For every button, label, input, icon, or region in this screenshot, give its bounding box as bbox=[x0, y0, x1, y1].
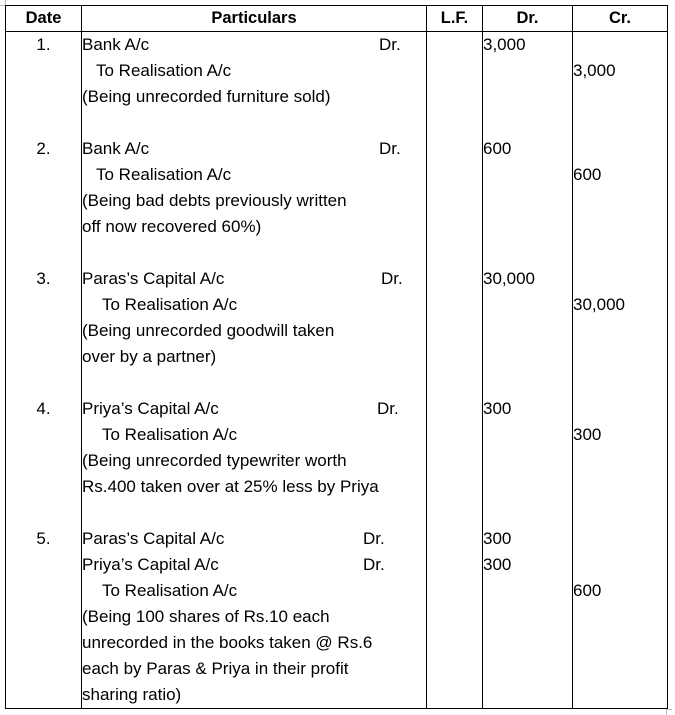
narration-line: off now recovered 60%) bbox=[82, 217, 262, 236]
debit-line bbox=[82, 526, 426, 552]
lf-cell bbox=[427, 136, 483, 266]
header-dr: Dr. bbox=[483, 6, 573, 32]
lf-cell bbox=[427, 32, 483, 137]
narration-line: (Being bad debts previously written bbox=[82, 191, 347, 210]
lf-cell bbox=[427, 266, 483, 396]
dr-mark: Dr. bbox=[379, 139, 401, 158]
debit-line bbox=[82, 136, 426, 162]
debit-line bbox=[82, 396, 426, 422]
entry-date: 2. bbox=[36, 139, 51, 158]
journal-table bbox=[5, 5, 668, 709]
dr-mark: Dr. bbox=[381, 269, 403, 288]
journal-entry bbox=[6, 32, 668, 137]
journal-entry bbox=[6, 266, 668, 396]
debit-amount: 300 bbox=[483, 555, 512, 574]
journal-entry bbox=[6, 136, 668, 266]
debit-line bbox=[82, 32, 426, 58]
debit-amount: 600 bbox=[483, 139, 512, 158]
dr-mark: Dr. bbox=[363, 555, 385, 574]
credit-amount: 3,000 bbox=[573, 61, 616, 80]
credit-account: To Realisation A/c bbox=[96, 61, 232, 80]
journal-entry bbox=[6, 396, 668, 526]
debit-amount: 3,000 bbox=[483, 35, 526, 54]
narration-line: (Being unrecorded typewriter worth bbox=[82, 451, 347, 470]
debit-amount: 300 bbox=[483, 529, 512, 548]
debit-line bbox=[82, 266, 426, 292]
credit-amount: 600 bbox=[573, 581, 602, 600]
header-row bbox=[6, 6, 668, 32]
dr-mark: Dr. bbox=[377, 399, 399, 418]
page-corner-mark bbox=[666, 709, 672, 715]
entry-date: 4. bbox=[36, 399, 51, 418]
credit-amount: 600 bbox=[573, 165, 602, 184]
debit-account: Paras’s Capital A/c bbox=[82, 269, 225, 288]
lf-cell bbox=[427, 396, 483, 526]
narration-line: (Being unrecorded furniture sold) bbox=[82, 87, 331, 106]
debit-account: Bank A/c bbox=[82, 35, 150, 54]
header-date: Date bbox=[6, 6, 82, 32]
credit-account: To Realisation A/c bbox=[102, 581, 238, 600]
credit-amount: 30,000 bbox=[573, 295, 625, 314]
dr-mark: Dr. bbox=[379, 35, 401, 54]
header-cr: Cr. bbox=[573, 6, 668, 32]
narration-line: over by a partner) bbox=[82, 347, 217, 366]
header-lf: L.F. bbox=[427, 6, 483, 32]
lf-cell bbox=[427, 526, 483, 709]
entry-date: 5. bbox=[36, 529, 51, 548]
narration-line: each by Paras & Priya in their profit bbox=[82, 659, 349, 678]
narration-line: unrecorded in the books taken @ Rs.6 bbox=[82, 633, 373, 652]
debit-amount: 300 bbox=[483, 399, 512, 418]
dr-mark: Dr. bbox=[363, 529, 385, 548]
credit-account: To Realisation A/c bbox=[102, 295, 238, 314]
narration-line: sharing ratio) bbox=[82, 685, 182, 704]
narration-line: (Being 100 shares of Rs.10 each bbox=[82, 607, 330, 626]
debit-line bbox=[82, 552, 426, 578]
narration-line: (Being unrecorded goodwill taken bbox=[82, 321, 335, 340]
header-particulars: Particulars bbox=[82, 6, 427, 32]
entry-date: 3. bbox=[36, 269, 51, 288]
debit-account: Priya’s Capital A/c bbox=[82, 399, 219, 418]
credit-amount: 300 bbox=[573, 425, 602, 444]
debit-account: Priya’s Capital A/c bbox=[82, 555, 219, 574]
credit-account: To Realisation A/c bbox=[102, 425, 238, 444]
journal-entry bbox=[6, 526, 668, 709]
debit-amount: 30,000 bbox=[483, 269, 535, 288]
debit-account: Paras’s Capital A/c bbox=[82, 529, 225, 548]
entry-date: 1. bbox=[36, 35, 51, 54]
narration-line: Rs.400 taken over at 25% less by Priya bbox=[82, 477, 379, 496]
debit-account: Bank A/c bbox=[82, 139, 150, 158]
credit-account: To Realisation A/c bbox=[96, 165, 232, 184]
